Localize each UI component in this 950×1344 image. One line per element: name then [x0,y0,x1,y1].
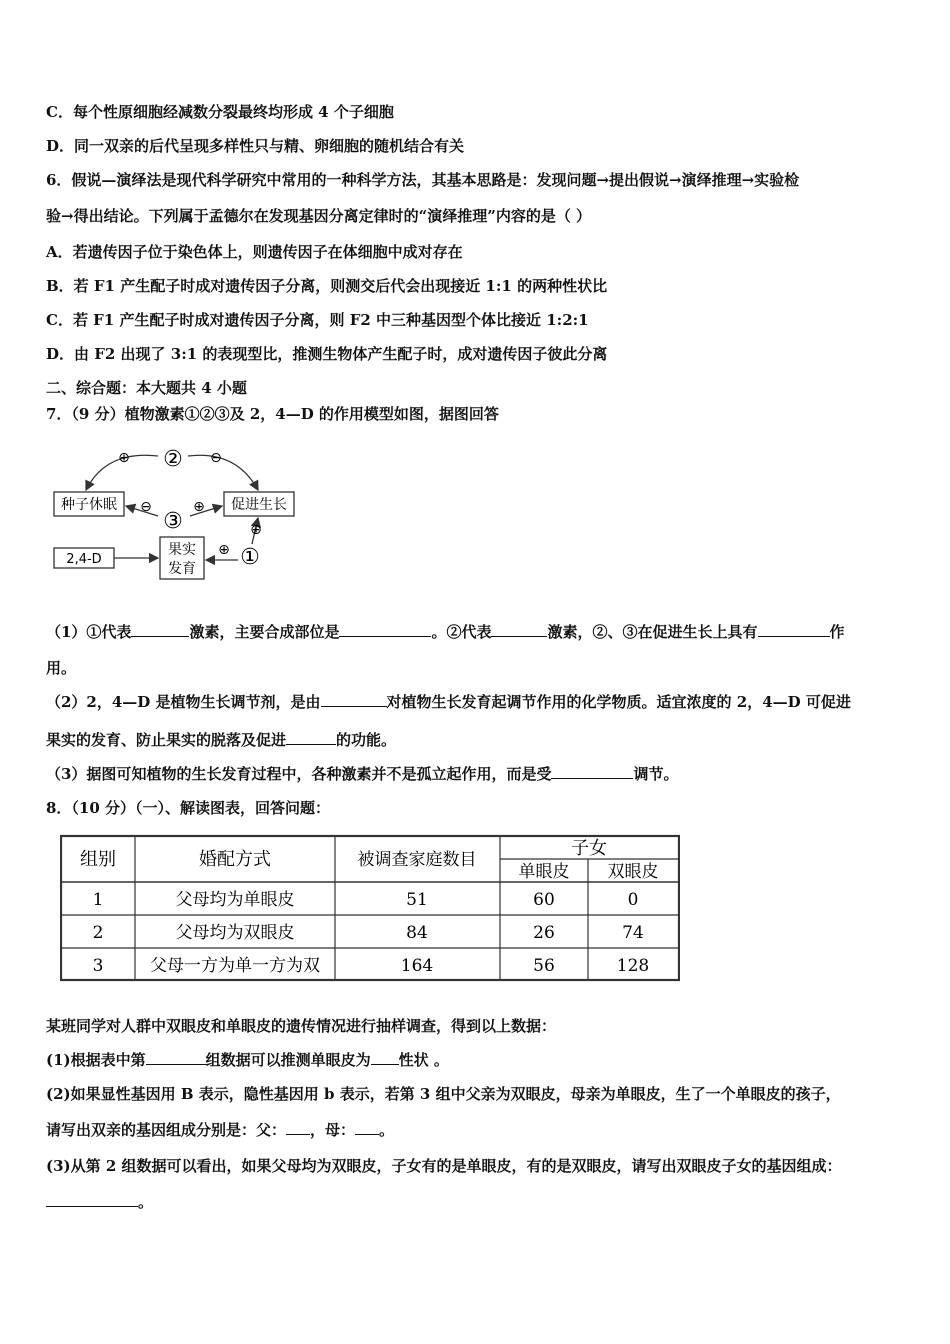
q7-part2-line1 [46,692,851,712]
q5-option-d: D．同一双亲的后代呈现多样性只与精、卵细胞的随机结合有关 [46,137,465,155]
q8-sub3-text: 。 [138,1193,154,1211]
q7-part1-text: 。②代表 [431,623,492,641]
plus-sign: ⊕ [218,542,230,558]
minus-sign: ⊖ [140,499,152,515]
q8-sub2-text: ，母： [310,1121,356,1139]
header-family-count: 被调查家庭数目 [357,850,477,870]
answer-blank[interactable] [758,622,830,637]
q8-stem: 8．（10 分）（一）、解读图表，回答问题： [46,799,331,817]
q8-sub2-text: 请写出双亲的基因组成分别是：父： [46,1121,287,1139]
q7-part2-text: 的功能。 [336,731,397,749]
promote-growth-label: 促进生长 [231,497,287,513]
q8-sub2-text: 。 [379,1121,395,1139]
plus-sign: ⊕ [250,522,262,538]
q8-sub2-line2 [46,1120,394,1140]
q7-stem: 7．（9 分）植物激素①②③及 2，4—D 的作用模型如图，据图回答 [46,405,499,423]
answer-blank[interactable] [286,1120,310,1135]
q8-sub1 [46,1050,449,1070]
cell-single-eyelid: 26 [533,923,555,943]
cell-group: 1 [92,890,104,910]
q7-part2-line2 [46,730,396,750]
cell-single-eyelid: 60 [533,890,555,910]
q6-option-b: B．若 F1 产生配子时成对遗传因子分离，则测交后代会出现接近 1:1 的两种性状比 [46,277,608,295]
q7-part3-text: 调节。 [633,765,679,783]
q7-part2-text: （2）2，4—D 是植物生长调节剂，是由 [46,693,321,711]
q6-stem-line-1: 6．假说—演绎法是现代科学研究中常用的一种科学方法，其基本思路是：发现问题→提出假说→演绎推理→实验检 [46,171,800,189]
cell-marriage: 父母一方为单一方为双 [150,956,320,976]
hormone-2-label: ② [163,447,183,472]
q7-part1-text: 激素，②、③在促进生长上具有 [547,623,758,641]
seed-dormancy-label: 种子休眠 [61,497,117,513]
header-children: 子女 [571,838,607,859]
answer-blank[interactable] [551,764,633,779]
answer-blank[interactable] [491,622,547,637]
q8-sub3-line1: (3)从第 2 组数据可以看出，如果父母均为双眼皮，子女有的是单眼皮，有的是双眼皮，请写出双眼皮子女的基因组成： [46,1157,842,1175]
q7-part2-text: 对植物生长发育起调节作用的化学物质。适宜浓度的 2，4—D 可促进 [386,693,851,711]
cell-family-count: 84 [406,923,428,943]
header-group: 组别 [80,849,116,870]
cell-group: 3 [92,956,104,976]
q8-sub1-text: (1)根据表中第 [46,1051,146,1069]
hormone-diagram [46,440,306,590]
survey-table [60,834,680,982]
q6-option-a: A．若遗传因子位于染色体上，则遗传因子在体细胞中成对存在 [46,243,463,261]
answer-blank[interactable] [286,730,336,745]
arrow-2-to-growth [188,455,258,490]
minus-sign: ⊖ [210,450,222,466]
q8-intro: 某班同学对人群中双眼皮和单眼皮的遗传情况进行抽样调查，得到以上数据： [46,1017,557,1035]
header-double-eyelid: 双眼皮 [607,862,659,882]
q7-part1-line2: 用。 [46,659,77,677]
section-heading: 二、综合题：本大题共 4 小题 [46,379,247,397]
answer-blank[interactable] [131,622,189,637]
cell-family-count: 164 [400,956,434,976]
answer-blank[interactable] [321,692,387,707]
answer-blank[interactable] [339,622,431,637]
q8-sub3-line2 [46,1192,153,1212]
answer-blank[interactable] [355,1120,379,1135]
q7-part3 [46,764,678,784]
answer-blank[interactable] [46,1192,138,1207]
q5-option-c: C．每个性原细胞经减数分裂最终均形成 4 个子细胞 [46,103,394,121]
cell-family-count: 51 [406,890,428,910]
q6-option-c: C．若 F1 产生配子时成对遗传因子分离，则 F2 中三种基因型个体比接近 1:2:1 [46,311,589,329]
q7-part2-text: 果实的发育、防止果实的脱落及促进 [46,731,287,749]
q8-sub1-text: 性状 。 [398,1051,449,1069]
cell-marriage: 父母均为双眼皮 [175,923,295,943]
q7-part1-text: （1）①代表 [46,623,132,641]
plus-sign: ⊕ [118,450,130,466]
plus-sign: ⊕ [193,499,205,515]
fruit-label-1: 果实 [168,542,196,558]
cell-single-eyelid: 56 [533,956,555,976]
24d-label: 2,4-D [66,552,102,567]
cell-double-eyelid: 128 [616,956,650,976]
q7-part1-text: 激素，主要合成部位是 [189,623,340,641]
cell-group: 2 [92,923,104,943]
cell-marriage: 父母均为单眼皮 [175,890,295,910]
answer-blank[interactable] [371,1050,399,1065]
fruit-label-2: 发育 [168,561,196,577]
cell-double-eyelid: 74 [622,923,644,943]
hormone-3-label: ③ [163,509,183,534]
answer-blank[interactable] [146,1050,206,1065]
q6-stem-line-2: 验→得出结论。下列属于孟德尔在发现基因分离定律时的“演绎推理”内容的是（ ） [46,207,592,225]
hormone-1-label: ① [240,545,260,570]
q8-sub2-line1: (2)如果显性基因用 B 表示，隐性基因用 b 表示，若第 3 组中父亲为双眼皮，母亲为单眼皮，生了一个单眼皮的孩子， [46,1085,841,1103]
q7-part1-text: 作 [829,623,845,641]
q7-part3-text: （3）据图可知植物的生长发育过程中，各种激素并不是孤立起作用，而是受 [46,765,552,783]
q7-part1-line1 [46,622,845,642]
header-single-eyelid: 单眼皮 [518,862,570,882]
q8-sub1-text: 组数据可以推测单眼皮为 [205,1051,371,1069]
cell-double-eyelid: 0 [627,890,639,910]
header-marriage: 婚配方式 [199,849,271,870]
q6-option-d: D．由 F2 出现了 3:1 的表现型比，推测生物体产生配子时，成对遗传因子彼此分离 [46,345,608,363]
